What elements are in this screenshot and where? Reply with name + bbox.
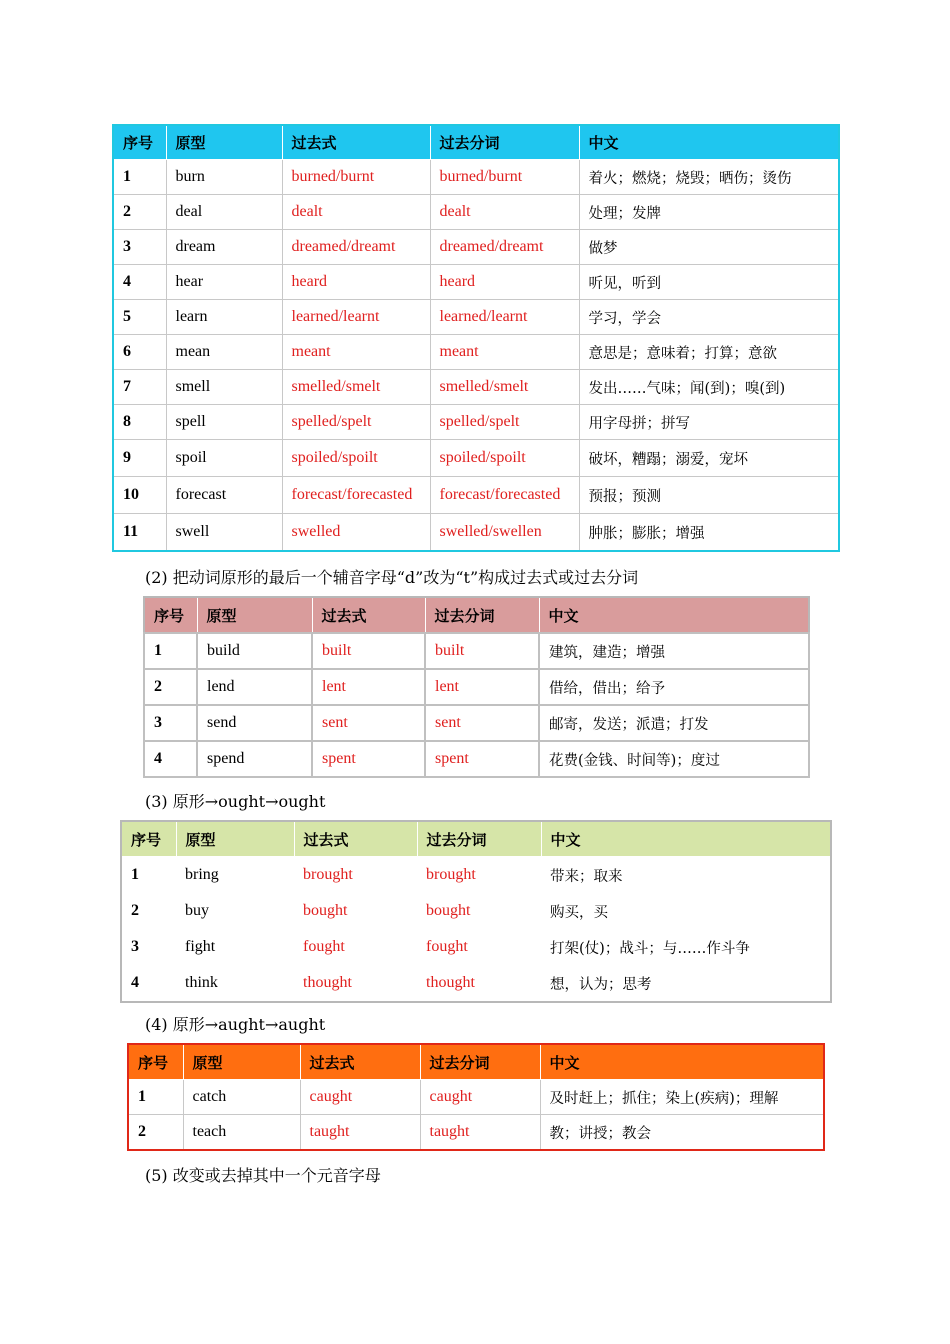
table-row [113, 335, 839, 370]
cell-base-form: think [185, 974, 218, 991]
cell-index: 4 [113, 265, 166, 300]
cell-base-form: burn [166, 160, 282, 195]
cell-past-participle: spelled/spelt [430, 405, 579, 440]
cell-chinese: 用字母拼；拼写 [579, 405, 839, 440]
cell-past-tense: brought [303, 866, 353, 883]
table-row [113, 265, 839, 300]
cell-index: 2 [131, 902, 139, 919]
cell-past-participle: thought [426, 974, 475, 991]
cell-index: 1 [144, 633, 197, 669]
cell-past-participle: brought [426, 866, 476, 883]
header-base-form: 原型 [176, 821, 294, 857]
cell-past-tense: spelled/spelt [282, 405, 430, 440]
header-chinese: 中文 [579, 125, 839, 160]
cell-past-participle: spent [425, 741, 539, 777]
table-row [121, 929, 831, 965]
cell-base-form: deal [166, 195, 282, 230]
cell-past-participle: learned/learnt [430, 300, 579, 335]
table-row [113, 370, 839, 405]
cell-past-tense: dealt [282, 195, 430, 230]
header-base-form: 原型 [197, 597, 312, 633]
table-header-row [144, 597, 809, 633]
header-index: 序号 [113, 125, 166, 160]
cell-base-form: teach [183, 1115, 300, 1151]
cell-chinese: 做梦 [579, 230, 839, 265]
cell-chinese: 肿胀；膨胀；增强 [579, 514, 839, 552]
cell-past-participle: dealt [430, 195, 579, 230]
cell-base-form: swell [166, 514, 282, 552]
cell-past-tense: taught [300, 1115, 420, 1151]
cell-base-form: spoil [166, 440, 282, 477]
cell-past-tense: dreamed/dreamt [282, 230, 430, 265]
table-irregular-verbs-2 [143, 596, 810, 778]
cell-past-participle: dreamed/dreamt [430, 230, 579, 265]
cell-chinese: 购买，买 [550, 904, 608, 921]
table-row [128, 1115, 824, 1151]
cell-past-participle: swelled/swellen [430, 514, 579, 552]
cell-base-form: mean [166, 335, 282, 370]
cell-chinese: 想，认为；思考 [550, 976, 652, 993]
cell-past-tense: learned/learnt [282, 300, 430, 335]
cell-chinese: 建筑，建造；增强 [539, 633, 809, 669]
cell-base-form: spend [197, 741, 312, 777]
table-row [121, 857, 831, 894]
cell-past-participle: meant [430, 335, 579, 370]
section-caption-5: (5) 改变或去掉其中一个元音字母 [145, 1166, 381, 1185]
cell-chinese: 听见，听到 [579, 265, 839, 300]
header-base-form: 原型 [166, 125, 282, 160]
table-row [144, 669, 809, 705]
cell-index: 5 [113, 300, 166, 335]
cell-base-form: fight [185, 938, 216, 955]
cell-chinese: 破坏，糟蹋；溺爱，宠坏 [579, 440, 839, 477]
cell-index: 1 [128, 1080, 183, 1115]
table-row [113, 160, 839, 195]
cell-base-form: spell [166, 405, 282, 440]
cell-index: 2 [128, 1115, 183, 1151]
cell-base-form: catch [183, 1080, 300, 1115]
cell-past-tense: meant [282, 335, 430, 370]
cell-past-participle: taught [420, 1115, 540, 1151]
header-chinese: 中文 [539, 597, 809, 633]
table-irregular-verbs-3 [120, 820, 832, 1003]
cell-index: 1 [131, 866, 139, 883]
cell-base-form: bring [185, 866, 219, 883]
cell-index: 9 [113, 440, 166, 477]
table-row [113, 514, 839, 552]
header-past-tense: 过去式 [282, 125, 430, 160]
cell-past-tense: heard [282, 265, 430, 300]
table-irregular-verbs-1 [112, 124, 840, 552]
table-row [121, 965, 831, 1002]
cell-past-tense: spoiled/spoilt [282, 440, 430, 477]
header-past-tense: 过去式 [300, 1044, 420, 1080]
cell-past-tense: swelled [282, 514, 430, 552]
cell-past-tense: lent [312, 669, 425, 705]
cell-chinese: 学习，学会 [579, 300, 839, 335]
cell-past-participle: fought [426, 938, 468, 955]
cell-past-participle: burned/burnt [430, 160, 579, 195]
cell-past-tense: bought [303, 902, 348, 919]
cell-index: 2 [113, 195, 166, 230]
table-header-row [121, 821, 831, 857]
cell-past-participle: built [425, 633, 539, 669]
cell-index: 11 [113, 514, 166, 552]
cell-chinese: 借给，借出；给予 [539, 669, 809, 705]
cell-chinese: 意思是；意味着；打算；意欲 [579, 335, 839, 370]
table-row [113, 440, 839, 477]
cell-chinese: 处理；发牌 [579, 195, 839, 230]
table-row [128, 1080, 824, 1115]
table-irregular-verbs-4 [127, 1043, 825, 1151]
cell-past-participle: spoiled/spoilt [430, 440, 579, 477]
cell-past-participle: sent [425, 705, 539, 741]
section-caption-3: (3) 原形→ought→ought [145, 792, 326, 811]
cell-chinese: 打架(仗)；战斗；与……作斗争 [550, 940, 750, 957]
cell-index: 2 [144, 669, 197, 705]
cell-base-form: forecast [166, 477, 282, 514]
cell-chinese: 邮寄，发送；派遣；打发 [539, 705, 809, 741]
cell-past-participle: heard [430, 265, 579, 300]
header-past-tense: 过去式 [294, 821, 417, 857]
table-row [113, 230, 839, 265]
cell-chinese: 花费(金钱、时间等)；度过 [539, 741, 809, 777]
cell-base-form: dream [166, 230, 282, 265]
cell-base-form: hear [166, 265, 282, 300]
cell-index: 10 [113, 477, 166, 514]
cell-past-tense: thought [303, 974, 352, 991]
cell-chinese: 发出……气味；闻(到)；嗅(到) [579, 370, 839, 405]
header-past-participle: 过去分词 [417, 821, 541, 857]
header-index: 序号 [121, 821, 176, 857]
cell-base-form: smell [166, 370, 282, 405]
cell-past-tense: fought [303, 938, 345, 955]
cell-past-participle: forecast/forecasted [430, 477, 579, 514]
cell-index: 8 [113, 405, 166, 440]
cell-chinese: 教；讲授；教会 [540, 1115, 824, 1151]
cell-past-participle: smelled/smelt [430, 370, 579, 405]
header-past-participle: 过去分词 [425, 597, 539, 633]
cell-index: 4 [144, 741, 197, 777]
cell-past-participle: lent [425, 669, 539, 705]
table-row [144, 705, 809, 741]
cell-past-tense: spent [312, 741, 425, 777]
header-past-participle: 过去分词 [420, 1044, 540, 1080]
cell-index: 3 [131, 938, 139, 955]
table-header-row [128, 1044, 824, 1080]
table-row [113, 300, 839, 335]
header-base-form: 原型 [183, 1044, 300, 1080]
table-row [113, 405, 839, 440]
table-header-row [113, 125, 839, 160]
cell-base-form: buy [185, 902, 209, 919]
header-index: 序号 [128, 1044, 183, 1080]
cell-index: 6 [113, 335, 166, 370]
section-caption-2: (2) 把动词原形的最后一个辅音字母“d”改为“t”构成过去式或过去分词 [145, 568, 639, 587]
table-row [113, 477, 839, 514]
cell-base-form: build [197, 633, 312, 669]
table-row [144, 633, 809, 669]
cell-index: 1 [113, 160, 166, 195]
cell-past-tense: sent [312, 705, 425, 741]
cell-index: 3 [113, 230, 166, 265]
header-past-tense: 过去式 [312, 597, 425, 633]
header-chinese: 中文 [540, 1044, 824, 1080]
cell-past-participle: caught [420, 1080, 540, 1115]
cell-past-participle: bought [426, 902, 471, 919]
cell-index: 7 [113, 370, 166, 405]
cell-base-form: send [197, 705, 312, 741]
cell-base-form: learn [166, 300, 282, 335]
cell-index: 4 [131, 974, 139, 991]
table-row [113, 195, 839, 230]
header-chinese: 中文 [541, 821, 831, 857]
cell-past-tense: smelled/smelt [282, 370, 430, 405]
table-row [121, 893, 831, 929]
section-caption-4: (4) 原形→aught→aught [145, 1015, 326, 1034]
cell-past-tense: forecast/forecasted [282, 477, 430, 514]
cell-chinese: 预报；预测 [579, 477, 839, 514]
cell-chinese: 带来；取来 [550, 868, 623, 885]
cell-chinese: 着火；燃烧；烧毁；晒伤；烫伤 [579, 160, 839, 195]
cell-index: 3 [144, 705, 197, 741]
cell-past-tense: burned/burnt [282, 160, 430, 195]
cell-past-tense: built [312, 633, 425, 669]
cell-base-form: lend [197, 669, 312, 705]
header-past-participle: 过去分词 [430, 125, 579, 160]
header-index: 序号 [144, 597, 197, 633]
table-row [144, 741, 809, 777]
cell-chinese: 及时赶上；抓住；染上(疾病)；理解 [540, 1080, 824, 1115]
cell-past-tense: caught [300, 1080, 420, 1115]
